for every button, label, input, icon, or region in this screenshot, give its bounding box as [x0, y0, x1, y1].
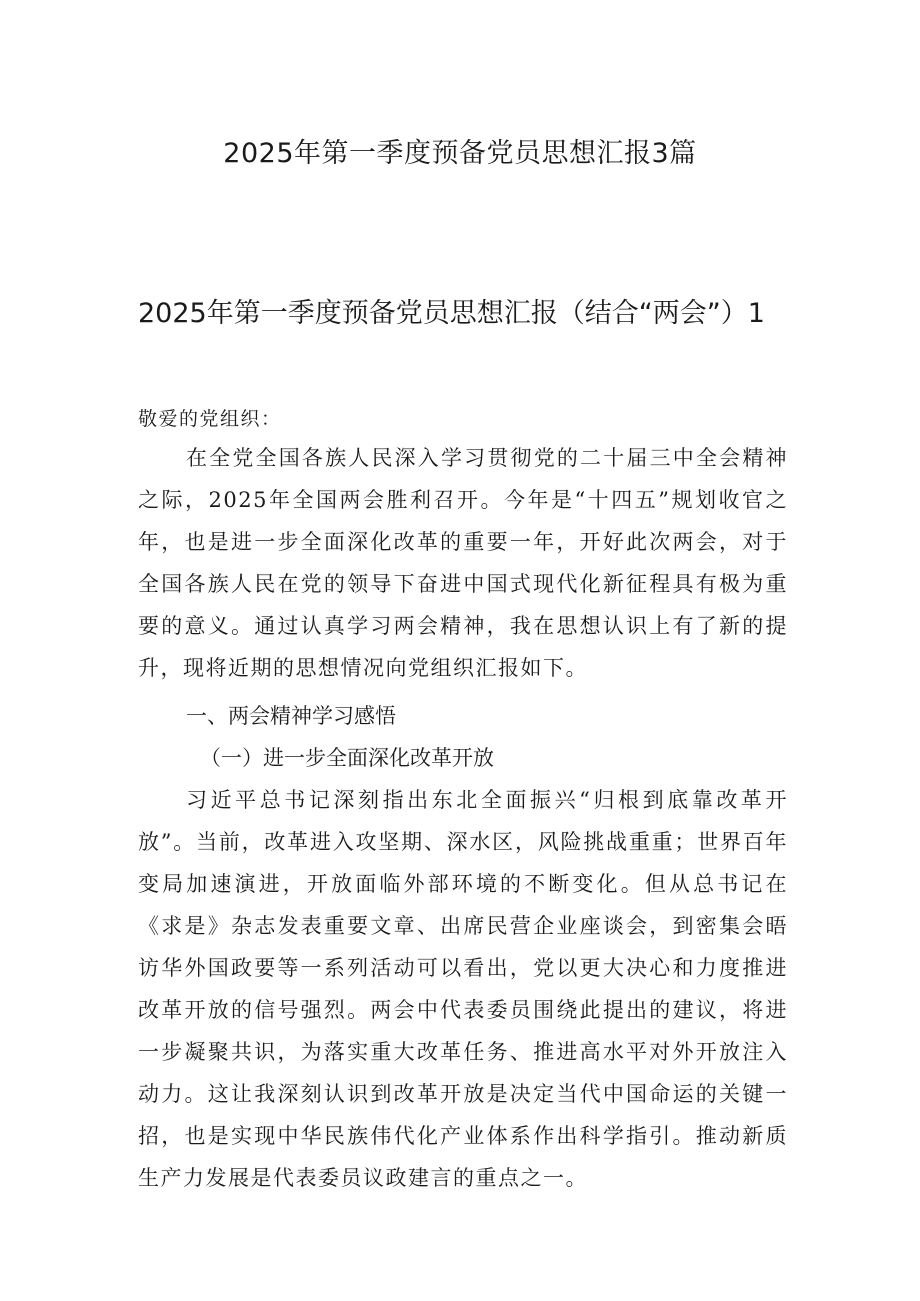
subsection-heading: （一）进一步全面深化改革开放 [200, 746, 494, 770]
paragraph-intro: 在全党全国各族人民深入学习贯彻党的二十届三中全会精神之际，2025年全国两会胜利召开。今年是“十四五”规划收官之年，也是进一步全面深化改革的重要一年，开好此次两会，对于全国各族人民在党的领导下奋进中国式现代化新征程具有极为重要的意义。通过认真学习两会精神，我在思想认识上有了新的提升，现将近期的思想情况向党组织汇报如下。 [138, 446, 788, 680]
section-heading: 一、两会精神学习感悟 [186, 704, 396, 728]
document-title: 2025年第一季度预备党员思想汇报3篇 [223, 138, 697, 169]
salutation: 敬爱的党组织： [138, 408, 282, 430]
paragraph-reform: 习近平总书记深刻指出东北全面振兴“归根到底靠改革开放”。当前，改革进入攻坚期、深水区，风险挑战重重；世界百年变局加速演进，开放面临外部环境的不断变化。但从总书记在《求是》杂志发表重要文章、出席民营企业座谈会，到密集会晤访华外国政要等一系列活动可以看出，党以更大决心和力度推进改革开放的信号强烈。两会中代表委员围绕此提出的建议，将进一步凝聚共识，为落实重大改革任务、推进高水平对外开放注入动力。这让我深刻认识到改革开放是决定当代中国命运的关键一招，也是实现中华民族伟代化产业体系作出科学指引。推动新质生产力发展是代表委员议政建言的重点之一。 [138, 788, 788, 1190]
article-title: 2025年第一季度预备党员思想汇报（结合“两会”）1 [138, 298, 765, 329]
